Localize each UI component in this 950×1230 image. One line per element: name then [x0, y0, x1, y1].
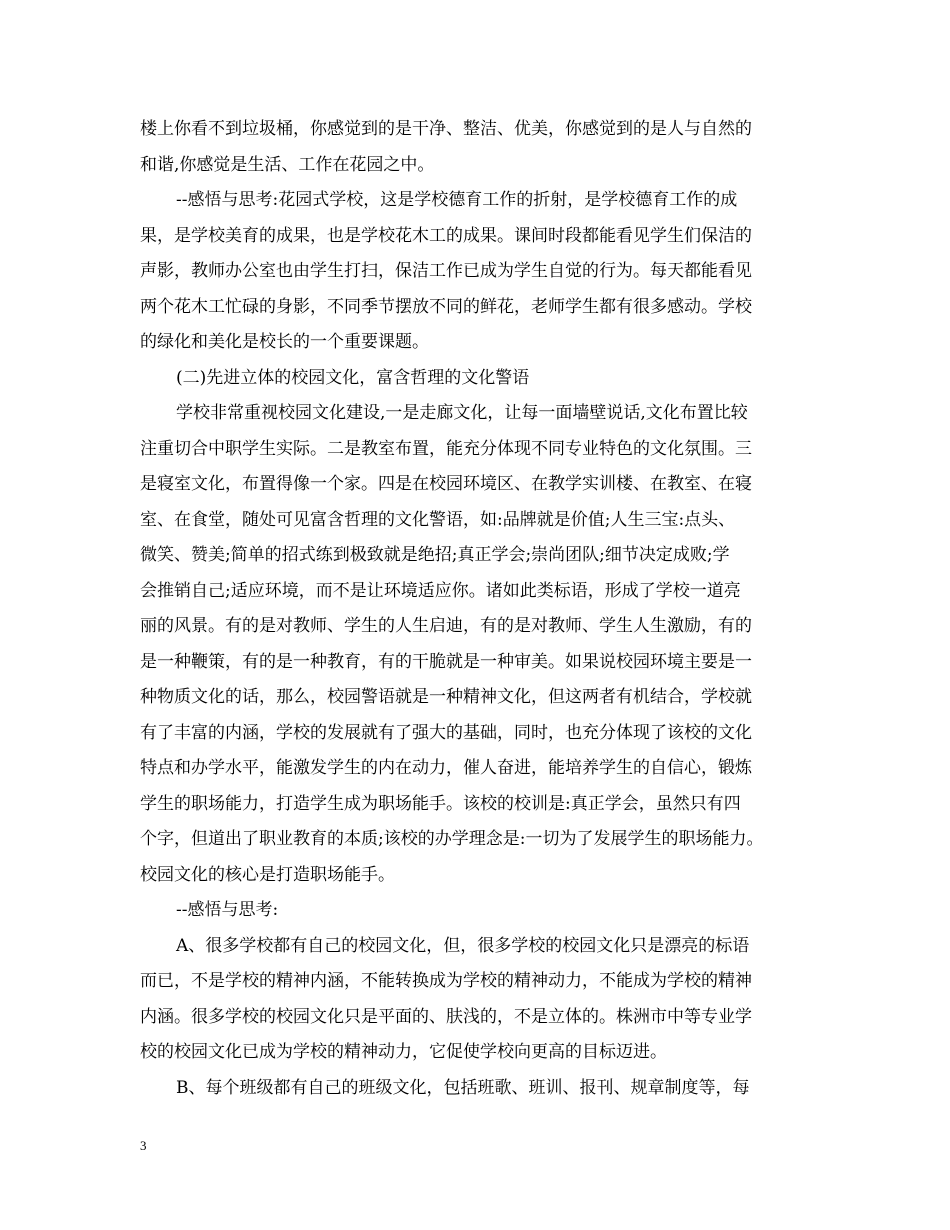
- text-line: 的绿化和美化是校长的一个重要课题。: [140, 332, 429, 352]
- text-line: 会推销自己;适应环境，而不是让环境适应你。诸如此类标语，形成了学校一道亮: [140, 580, 741, 601]
- paragraph-start: A、很多学校都有自己的校园文化，但，很多学校的校园文化只是漂亮的标语: [176, 935, 750, 956]
- text-line: 是寝室文化，布置得像一个家。四是在校园环境区、在教学实训楼、在教室、在寝: [140, 474, 752, 494]
- text-line: 两个花木工忙碌的身影，不同季节摆放不同的鲜花，老师学生都有很多感动。学校: [140, 296, 752, 317]
- paragraph-start: --感悟与思考:花园式学校，这是学校德育工作的折射，是学校德育工作的成: [176, 190, 738, 210]
- text-line: 种物质文化的话，那么，校园警语就是一种精神文化，但这两者有机结合，学校就: [140, 687, 752, 707]
- text-line: 微笑、赞美;简单的招式练到极致就是绝招;真正学会;崇尚团队;细节决定成败;学: [140, 545, 730, 565]
- text-line: 室、在食堂，随处可见富含哲理的文化警语，如:品牌就是价值;人生三宝:点头、: [140, 509, 736, 530]
- page-number: 3: [140, 1138, 147, 1153]
- paragraph-start: 学校非常重视校园文化建设,一是走廊文化，让每一面墙壁说话,文化布置比较: [176, 403, 748, 423]
- body-text: [140, 112, 820, 1106]
- text-line: 个字，但道出了职业教育的本质;该校的办学理念是:一切为了发展学生的职场能力。: [140, 829, 764, 849]
- text-line: 而已，不是学校的精神内涵，不能转换成为学校的精神动力，不能成为学校的精神: [140, 971, 752, 991]
- text-line: 特点和办学水平，能激发学生的内在动力，催人奋进，能培养学生的自信心，锻炼: [140, 758, 752, 778]
- text-line: 和谐,你感觉是生活、工作在花园之中。: [140, 154, 435, 175]
- text-line: 是一种鞭策，有的是一种教育，有的干脆就是一种审美。如果说校园环境主要是一: [140, 651, 752, 672]
- text-line: 楼上你看不到垃圾桶，你感觉到的是干净、整洁、优美，你感觉到的是人与自然的: [140, 119, 752, 139]
- text-line: 校园文化的核心是打造职场能手。: [140, 864, 395, 885]
- text-line: 声影，教师办公室也由学生打扫，保洁工作已成为学生自觉的行为。每天都能看见: [140, 261, 752, 281]
- text-line: 学生的职场能力，打造学生成为职场能手。该校的校训是:真正学会，虽然只有四: [140, 793, 741, 814]
- paragraph-start: B、每个班级都有自己的班级文化，包括班歌、班训、报刊、规章制度等，每: [176, 1077, 750, 1098]
- section-heading: (二)先进立体的校园文化，富含哲理的文化警语: [176, 367, 530, 388]
- text-line: 果，是学校美育的成果，也是学校花木工的成果。课间时段都能看见学生们保洁的: [140, 225, 752, 246]
- text-line: 注重切合中职学生实际。二是教室布置，能充分体现不同专业特色的文化氛围。三: [140, 438, 752, 459]
- paragraph-start: --感悟与思考:: [176, 900, 279, 920]
- text-line: 丽的风景。有的是对教师、学生的人生启迪，有的是对教师、学生人生激励，有的: [140, 616, 752, 636]
- text-line: 校的校园文化已成为学校的精神动力，它促使学校向更高的目标迈进。: [140, 1042, 667, 1062]
- text-line: 有了丰富的内涵，学校的发展就有了强大的基础，同时，也充分体现了该校的文化: [140, 722, 752, 743]
- text-line: 内涵。很多学校的校园文化只是平面的、肤浅的，不是立体的。株洲市中等专业学: [140, 1006, 752, 1027]
